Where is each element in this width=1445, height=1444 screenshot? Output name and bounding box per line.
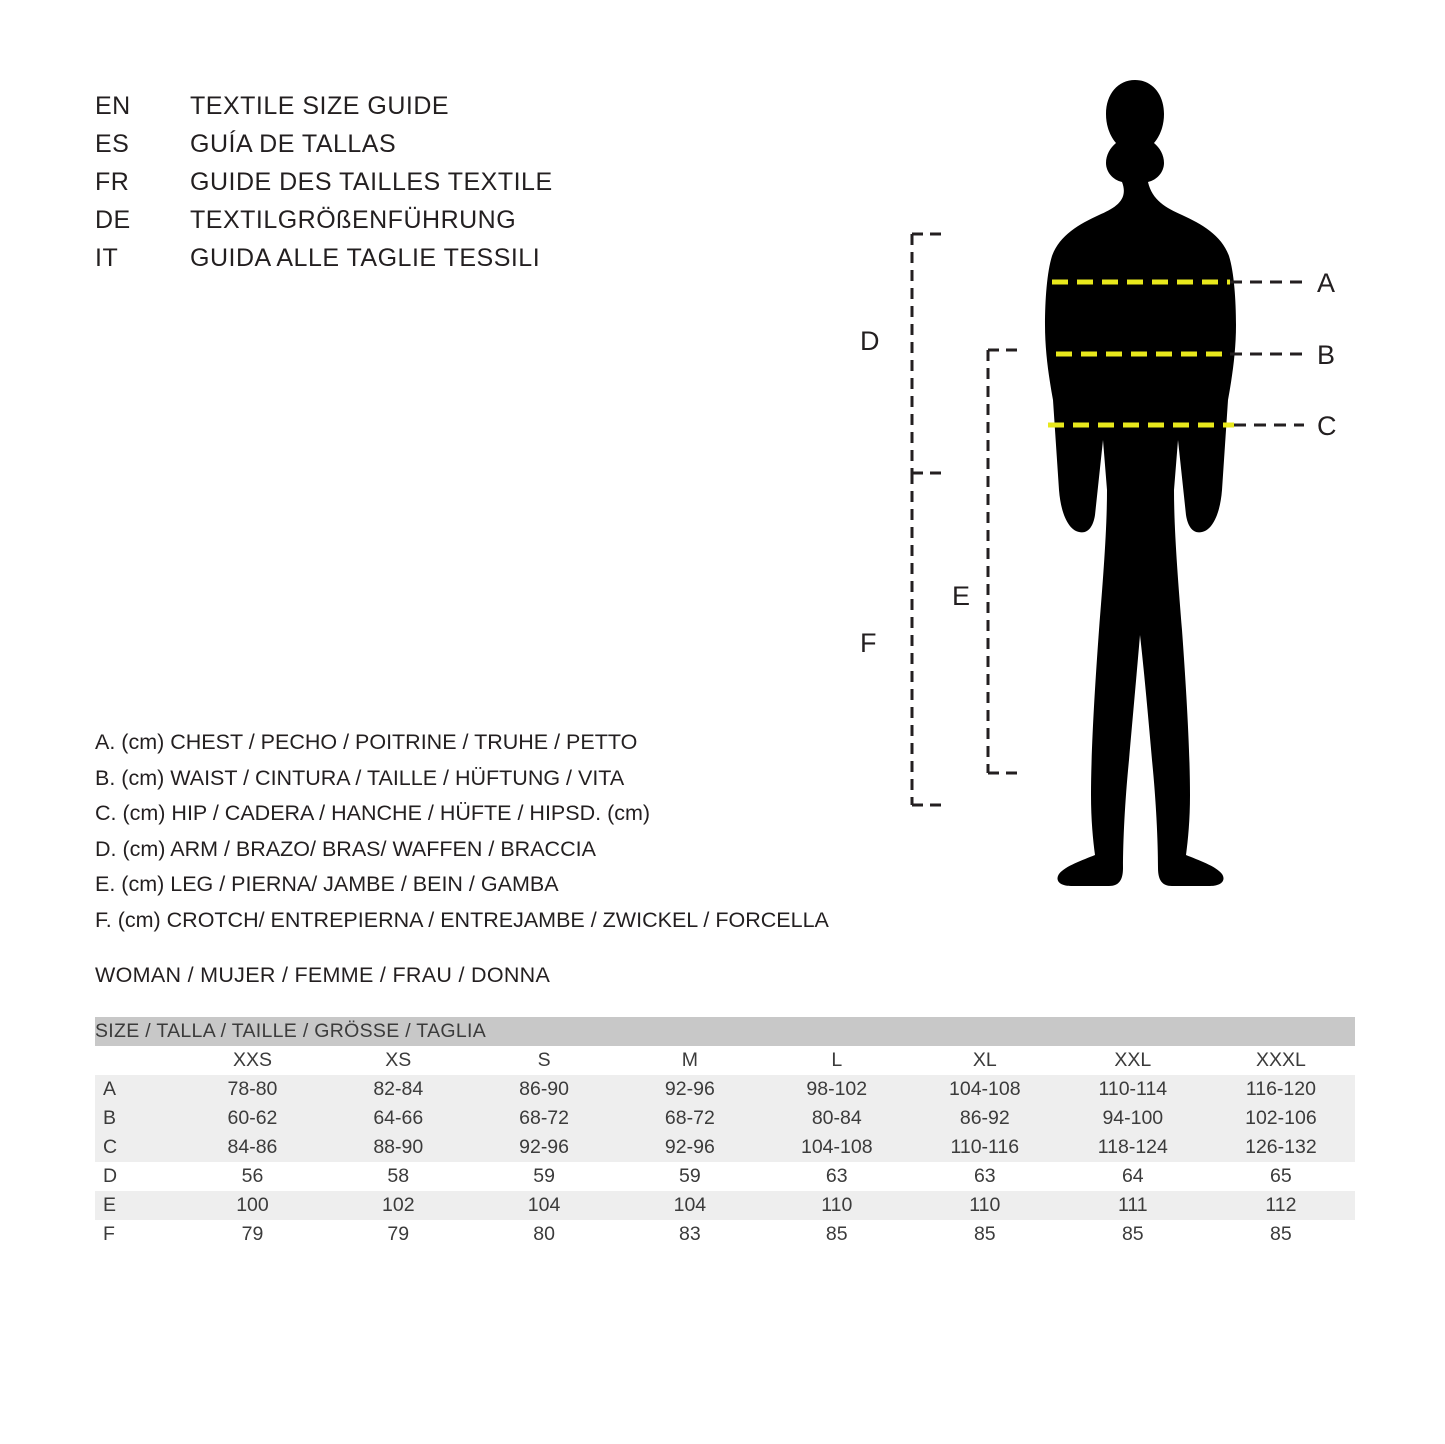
cell-b-xxs: 60-62 <box>180 1104 326 1133</box>
cell-d-xs: 58 <box>325 1162 471 1191</box>
cell-d-m: 59 <box>617 1162 763 1191</box>
bracket-label-e: E <box>952 581 971 611</box>
cell-e-l: 110 <box>763 1191 911 1220</box>
cell-a-xs: 82-84 <box>325 1075 471 1104</box>
cell-a-s: 86-90 <box>471 1075 617 1104</box>
header-cell-xxl: XXL <box>1059 1046 1207 1075</box>
legend-item-b: B. (cm) WAIST / CINTURA / TAILLE / HÜFTUNG / VITA <box>95 765 625 790</box>
legend-item-f: F. (cm) CROTCH/ ENTREPIERNA / ENTREJAMBE / ZWICKEL / FORCELLA <box>95 907 829 932</box>
row-label-b: B <box>95 1104 180 1133</box>
legend-item-d: D. (cm) ARM / BRAZO/ BRAS/ WAFFEN / BRACCIA <box>95 836 596 861</box>
cell-f-s: 80 <box>471 1220 617 1249</box>
title-row <box>95 206 795 244</box>
title-text-en: TEXTILE SIZE GUIDE <box>190 92 450 120</box>
title-text-de: TEXTILGRÖßENFÜHRUNG <box>190 206 517 234</box>
cell-b-xxxl: 102-106 <box>1207 1104 1355 1133</box>
cell-f-l: 85 <box>763 1220 911 1249</box>
size-table-header-row <box>95 1046 1355 1075</box>
cell-f-xl: 85 <box>911 1220 1059 1249</box>
header-cell-s: S <box>471 1046 617 1075</box>
cell-d-xl: 63 <box>911 1162 1059 1191</box>
callout-label-b: B <box>1317 340 1336 370</box>
cell-c-s: 92-96 <box>471 1133 617 1162</box>
header-cell-xxs: XXS <box>180 1046 326 1075</box>
header-cell-xs: XS <box>325 1046 471 1075</box>
header-cell-xxxl: XXXL <box>1207 1046 1355 1075</box>
header-cell-m: M <box>617 1046 763 1075</box>
cell-c-xxxl: 126-132 <box>1207 1133 1355 1162</box>
cell-e-xxl: 111 <box>1059 1191 1207 1220</box>
cell-d-xxxl: 65 <box>1207 1162 1355 1191</box>
cell-f-xxxl: 85 <box>1207 1220 1355 1249</box>
title-row <box>95 244 795 282</box>
table-row <box>95 1191 1355 1220</box>
cell-a-m: 92-96 <box>617 1075 763 1104</box>
legend-item-c: C. (cm) HIP / CADERA / HANCHE / HÜFTE / HIPSD. (cm) <box>95 801 651 825</box>
cell-e-m: 104 <box>617 1191 763 1220</box>
cell-a-xxxl: 116-120 <box>1207 1075 1355 1104</box>
cell-b-xl: 86-92 <box>911 1104 1059 1133</box>
bracket-d <box>912 234 942 473</box>
cell-d-l: 63 <box>763 1162 911 1191</box>
title-text-fr: GUIDE DES TAILLES TEXTILE <box>190 168 553 196</box>
title-lang-it: IT <box>95 244 119 272</box>
title-row <box>95 168 795 206</box>
cell-e-xl: 110 <box>911 1191 1059 1220</box>
legend-item-a: A. (cm) CHEST / PECHO / POITRINE / TRUHE / PETTO <box>95 730 638 754</box>
target-group-caption: WOMAN / MUJER / FEMME / FRAU / DONNA <box>95 963 551 987</box>
bracket-label-d: D <box>860 326 880 356</box>
row-label-c: C <box>95 1133 180 1162</box>
cell-a-xxs: 78-80 <box>180 1075 326 1104</box>
header-cell-blank <box>95 1046 180 1075</box>
table-row <box>95 1220 1355 1249</box>
cell-d-s: 59 <box>471 1162 617 1191</box>
title-lang-es: ES <box>95 130 130 158</box>
title-text-it: GUIDA ALLE TAGLIE TESSILI <box>190 244 541 272</box>
callout-label-a: A <box>1317 268 1336 298</box>
size-table <box>95 1017 1355 1249</box>
header-cell-l: L <box>763 1046 911 1075</box>
callout-leaders-group <box>1230 282 1304 425</box>
cell-c-xxl: 118-124 <box>1059 1133 1207 1162</box>
row-label-a: A <box>95 1075 180 1104</box>
table-row <box>95 1075 1355 1104</box>
title-row <box>95 130 795 168</box>
title-row <box>95 92 795 130</box>
cell-b-l: 80-84 <box>763 1104 911 1133</box>
cell-e-xxs: 100 <box>180 1191 326 1220</box>
woman-silhouette-icon <box>1045 80 1236 886</box>
size-table-caption: SIZE / TALLA / TAILLE / GRÖSSE / TAGLIA <box>95 1017 1355 1046</box>
callout-label-c: C <box>1317 411 1337 441</box>
cell-d-xxl: 64 <box>1059 1162 1207 1191</box>
title-lang-fr: FR <box>95 168 130 196</box>
title-lang-de: DE <box>95 206 131 234</box>
table-row <box>95 1133 1355 1162</box>
cell-a-l: 98-102 <box>763 1075 911 1104</box>
cell-c-m: 92-96 <box>617 1133 763 1162</box>
cell-e-xs: 102 <box>325 1191 471 1220</box>
cell-b-xxl: 94-100 <box>1059 1104 1207 1133</box>
cell-b-s: 68-72 <box>471 1104 617 1133</box>
cell-d-xxs: 56 <box>180 1162 326 1191</box>
title-text-es: GUÍA DE TALLAS <box>190 130 397 158</box>
cell-b-m: 68-72 <box>617 1104 763 1133</box>
cell-f-xxs: 79 <box>180 1220 326 1249</box>
row-label-d: D <box>95 1162 180 1191</box>
cell-c-l: 104-108 <box>763 1133 911 1162</box>
legend-item-e: E. (cm) LEG / PIERNA/ JAMBE / BEIN / GAMBA <box>95 872 559 896</box>
cell-c-xxs: 84-86 <box>180 1133 326 1162</box>
bracket-e <box>988 350 1018 773</box>
cell-c-xl: 110-116 <box>911 1133 1059 1162</box>
header-cell-xl: XL <box>911 1046 1059 1075</box>
callout-labels-group <box>1317 268 1337 441</box>
cell-e-xxxl: 112 <box>1207 1191 1355 1220</box>
cell-f-m: 83 <box>617 1220 763 1249</box>
cell-f-xs: 79 <box>325 1220 471 1249</box>
cell-a-xxl: 110-114 <box>1059 1075 1207 1104</box>
cell-e-s: 104 <box>471 1191 617 1220</box>
table-row <box>95 1104 1355 1133</box>
cell-c-xs: 88-90 <box>325 1133 471 1162</box>
row-label-e: E <box>95 1191 180 1220</box>
cell-b-xs: 64-66 <box>325 1104 471 1133</box>
title-block <box>95 92 795 282</box>
row-label-f: F <box>95 1220 180 1249</box>
legend-block <box>95 725 915 938</box>
size-table-caption-row <box>95 1017 1355 1046</box>
cell-f-xxl: 85 <box>1059 1220 1207 1249</box>
bracket-label-f: F <box>860 628 877 658</box>
bracket-f <box>912 473 942 805</box>
title-lang-en: EN <box>95 92 131 120</box>
cell-a-xl: 104-108 <box>911 1075 1059 1104</box>
table-row <box>95 1162 1355 1191</box>
